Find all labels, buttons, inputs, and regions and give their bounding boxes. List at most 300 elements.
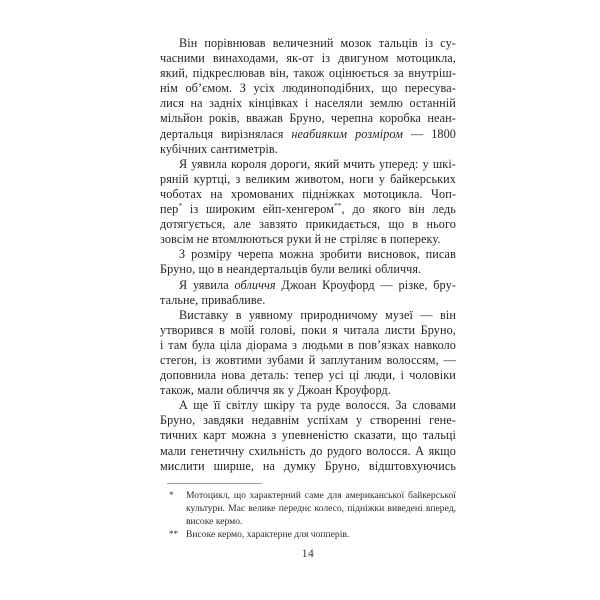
text-run: волоссям, [386, 352, 439, 367]
text-run: американської [345, 490, 405, 501]
text-run: він, [269, 66, 289, 81]
word [160, 127, 213, 142]
word [203, 413, 244, 428]
text-run: Виставку [179, 307, 229, 322]
word [160, 217, 225, 232]
word [310, 444, 323, 459]
text-run: Кроуфорд [322, 277, 375, 292]
text-line [186, 515, 456, 528]
word [387, 353, 439, 368]
footnote-marker: * [169, 490, 174, 500]
text-run: привабливе. [201, 292, 266, 307]
text-run: та [300, 398, 312, 413]
word [317, 398, 340, 413]
word [305, 489, 324, 502]
word [347, 502, 384, 515]
word [231, 157, 267, 172]
text-run: в [218, 322, 225, 337]
paragraph [160, 36, 456, 157]
word [160, 96, 184, 111]
word [238, 247, 274, 262]
text-run: Бруно, [324, 458, 361, 473]
word [429, 444, 456, 459]
text-run: із [424, 36, 434, 50]
word [300, 398, 311, 413]
word [364, 368, 395, 383]
word [385, 308, 413, 323]
text-run: як-от [286, 51, 314, 66]
text-run: тальці [422, 428, 456, 443]
word [271, 157, 311, 172]
footnote [160, 489, 456, 528]
text-run: мали [160, 443, 187, 458]
text-run: коробка [379, 111, 422, 126]
word [160, 51, 205, 66]
text-run: Має [228, 503, 246, 514]
text-run: утворився [160, 322, 214, 337]
text-run: але [233, 217, 251, 232]
text-run: із [321, 51, 331, 66]
text-line [160, 36, 456, 51]
paragraph [160, 247, 456, 277]
word [329, 368, 344, 383]
text-run: хромованих [230, 186, 294, 201]
text-run: двигуном [338, 51, 389, 66]
text-run: мозок [340, 36, 372, 50]
word [220, 338, 242, 353]
text-line [160, 428, 456, 443]
text-run: підніжках [302, 186, 355, 201]
text-run: стегон, [160, 352, 198, 367]
text-run: З [239, 81, 246, 96]
text-run: — [443, 352, 456, 367]
text-run: черепа [237, 247, 274, 262]
text-run: А [415, 443, 425, 458]
word [240, 81, 246, 96]
text-line [160, 323, 456, 338]
text-run: і [400, 368, 405, 383]
word [352, 202, 365, 217]
text-run: кубічних [160, 141, 208, 156]
word [235, 278, 276, 293]
text-run: лися [160, 96, 185, 111]
text-run: і [160, 337, 164, 352]
text-run: завзято [259, 217, 298, 232]
footnote-ref-asterisk: * [178, 200, 183, 210]
text-run: листи [384, 322, 416, 337]
text-run: із [202, 352, 211, 367]
text-run: виведені [387, 503, 423, 514]
text-line [186, 528, 456, 541]
text-run: су- [440, 36, 456, 50]
word [263, 202, 345, 217]
word [322, 51, 330, 66]
text-run: у [378, 171, 386, 186]
text-run: уперед: [379, 156, 419, 171]
word [409, 96, 455, 111]
word [248, 502, 275, 515]
word [402, 428, 418, 443]
text-line [160, 142, 456, 157]
text-run: останній [409, 96, 456, 111]
text-run: в [380, 232, 387, 247]
word [354, 428, 396, 443]
text-run: Я [179, 156, 188, 171]
word [160, 172, 189, 187]
page-number: 14 [301, 548, 315, 560]
word [219, 323, 225, 338]
word [314, 502, 344, 515]
text-run: руде [316, 398, 341, 413]
word [282, 81, 374, 96]
text-run: висновок, [367, 247, 420, 262]
word [349, 172, 374, 187]
word [279, 247, 313, 262]
text-run: підкреслював [192, 66, 266, 81]
text-line [160, 368, 456, 383]
text-run: читала [343, 322, 380, 337]
word [380, 278, 392, 293]
word [249, 308, 293, 323]
text-run: байкерських [390, 171, 456, 186]
word [232, 428, 266, 443]
text-line [160, 96, 456, 111]
word [355, 127, 403, 142]
text-run: відштовхуючись [368, 458, 456, 473]
word [193, 66, 265, 81]
word [160, 353, 197, 368]
text-run: пересува- [404, 81, 456, 96]
footnote-text [186, 489, 456, 528]
word [379, 111, 421, 126]
text-run: Бруно, [160, 262, 196, 277]
text-run: якщо [428, 443, 456, 458]
text-run: що [233, 490, 246, 501]
word [168, 338, 187, 353]
text-line [160, 459, 456, 474]
text-run: байкерської [407, 490, 456, 501]
word [369, 459, 456, 474]
text-line [160, 187, 456, 202]
text-run: уявила [191, 156, 227, 171]
text-run: мотоцикла. [363, 186, 423, 201]
text-run: не [324, 232, 337, 247]
text-run: були [310, 262, 336, 277]
text-run: її [213, 398, 221, 413]
text-run: ці [349, 368, 360, 383]
word [246, 111, 283, 126]
word [291, 127, 347, 142]
word [444, 353, 456, 368]
paragraph [160, 278, 456, 308]
text-run: черепна [330, 111, 374, 126]
word [160, 368, 216, 383]
text-run: А [179, 398, 188, 413]
word [433, 278, 456, 293]
text-line [160, 247, 456, 262]
word [282, 428, 349, 443]
word [259, 217, 297, 232]
text-line [160, 262, 456, 277]
word [409, 368, 456, 383]
word [270, 66, 289, 81]
italic-text: обличчя [234, 277, 276, 292]
footnote-separator [167, 483, 262, 484]
text-run: усіх [253, 81, 275, 96]
text-run: рудого [326, 443, 362, 458]
word [193, 278, 229, 293]
text-run: Джоан [297, 383, 333, 398]
word [307, 413, 348, 428]
word [179, 157, 187, 172]
word [349, 368, 359, 383]
text-run: музеї [385, 307, 413, 322]
word [368, 247, 420, 262]
text-run: населяли [314, 96, 363, 111]
footnotes [160, 489, 456, 541]
text-run: який, [160, 66, 189, 81]
text-run: з [271, 428, 277, 443]
word [202, 353, 210, 368]
text-run: уявному [248, 307, 294, 322]
word [192, 338, 215, 353]
word [429, 413, 456, 428]
word [300, 308, 377, 323]
word [179, 308, 228, 323]
word [221, 368, 245, 383]
word [236, 172, 241, 187]
word [327, 444, 362, 459]
word [401, 368, 405, 383]
text-run: кінцівках [248, 96, 299, 111]
text-run: За [395, 398, 408, 413]
word [332, 323, 338, 338]
word [203, 428, 226, 443]
text-run: поки [301, 322, 327, 337]
text-run: , [341, 202, 345, 217]
word [234, 489, 246, 502]
word [191, 247, 232, 262]
text-run: гене- [429, 413, 456, 428]
text-run: й [314, 232, 322, 247]
word [160, 459, 205, 474]
word [322, 278, 375, 293]
word [160, 338, 164, 353]
word [273, 36, 334, 51]
word [267, 353, 304, 368]
word [423, 157, 429, 172]
text-run: Кроуфорд. [335, 383, 391, 398]
text-run: людиноподібних, [282, 81, 375, 96]
text-run: усі [328, 368, 344, 383]
text-run: — [420, 307, 433, 322]
word [271, 428, 276, 443]
word [160, 428, 198, 443]
text-run: природничому [300, 307, 378, 322]
paragraph [160, 398, 456, 473]
word [179, 247, 185, 262]
text-run: — [380, 277, 393, 292]
text-run: тепер [294, 368, 324, 383]
text-run: в [235, 307, 242, 322]
text-run: навколо [414, 337, 456, 352]
text-run: ряній [160, 171, 189, 186]
word [234, 217, 251, 232]
text-run: дороги, [270, 156, 311, 171]
text-run: ще [193, 398, 209, 413]
italic-text: розміром [355, 126, 404, 141]
word [414, 338, 456, 353]
word [395, 398, 407, 413]
text-run: що [388, 217, 405, 232]
text-line [160, 293, 456, 308]
text-run: великі [338, 262, 372, 277]
text-run: що [401, 428, 418, 443]
word [186, 502, 225, 515]
text-run: сантиметрів. [210, 141, 278, 156]
word [329, 66, 389, 81]
text-run: з [235, 171, 241, 186]
word [193, 398, 208, 413]
word [221, 127, 283, 142]
footnote-text [186, 528, 456, 541]
text-run: словами [412, 398, 456, 413]
text-run: широким [205, 202, 255, 217]
word [302, 187, 355, 202]
text-run: з [292, 337, 298, 352]
word [249, 444, 306, 459]
text-run: короля [230, 156, 267, 171]
word [379, 36, 418, 51]
text-run: бру- [433, 277, 456, 292]
word [431, 187, 456, 202]
word [160, 202, 182, 217]
text-run: успіхам [306, 413, 349, 428]
word [279, 502, 311, 515]
word [341, 36, 372, 51]
text-run: дертальця [160, 126, 214, 141]
word [382, 81, 398, 96]
word [315, 96, 363, 111]
text-line [186, 489, 456, 502]
text-run: в [347, 337, 354, 352]
text-line [160, 217, 456, 232]
word [411, 127, 423, 142]
text-run: думку [283, 458, 316, 473]
text-run: тичних [160, 428, 198, 443]
text-line [186, 502, 456, 515]
text-line [160, 278, 456, 293]
text-run: задніх [209, 96, 243, 111]
text-run: до [309, 443, 323, 458]
text-run: в [217, 262, 224, 277]
word [302, 338, 343, 353]
text-run: мотоцикла, [396, 51, 456, 66]
text-run: підніжки [347, 503, 385, 514]
text-run: на [262, 458, 275, 473]
text-run: люди, [364, 368, 396, 383]
text-run: зробити [319, 247, 362, 262]
text-run: нього [426, 217, 456, 232]
word [309, 353, 316, 368]
text-run: що [381, 81, 398, 96]
text-run: Він [179, 36, 198, 50]
word [209, 111, 240, 126]
word [245, 172, 290, 187]
text-line [160, 51, 456, 66]
word [393, 66, 403, 81]
text-run: Високе [186, 529, 216, 540]
word [409, 202, 425, 217]
text-run: шкі- [432, 156, 456, 171]
text-run: голові, [259, 322, 296, 337]
word [421, 323, 456, 338]
text-run: величезний [272, 36, 334, 50]
italic-text: неабияким [291, 126, 348, 141]
text-run: писав [425, 247, 456, 262]
word [405, 81, 456, 96]
word [246, 338, 287, 353]
text-run: ціла [219, 337, 242, 352]
text-run: генетичну [190, 443, 245, 458]
text-run: обличчя [226, 383, 270, 398]
text-run: він [408, 202, 425, 217]
text-run: неандертальців [226, 262, 308, 277]
text-run: карт [203, 428, 227, 443]
footnote [160, 528, 456, 541]
text-run: шкіру [263, 398, 296, 413]
word [214, 398, 221, 413]
word [160, 81, 178, 96]
word [294, 368, 323, 383]
word [230, 323, 254, 338]
text-run: заплутаним [320, 352, 382, 367]
text-run: там [168, 337, 188, 352]
text-run: винаходами, [212, 51, 279, 66]
word [387, 502, 422, 515]
paragraph [160, 157, 456, 248]
word [160, 323, 213, 338]
word [215, 353, 261, 368]
word [213, 51, 279, 66]
word [346, 398, 390, 413]
text-run: чоловіки [409, 368, 456, 383]
word [179, 278, 187, 293]
text-line [160, 127, 456, 142]
text-line [160, 232, 456, 247]
word [206, 202, 255, 217]
text-run: деталь: [250, 368, 289, 383]
text-run: порівнював [204, 36, 266, 50]
word [254, 81, 275, 96]
text-run: Бруно, [420, 322, 456, 337]
word [389, 217, 405, 232]
text-run: жовтими [215, 352, 262, 367]
word [331, 111, 373, 126]
word [408, 66, 456, 81]
word [191, 444, 245, 459]
text-run: у [422, 156, 429, 171]
word [348, 338, 354, 353]
text-run: вперед, [425, 503, 456, 514]
text-run: у [355, 413, 363, 428]
word [160, 187, 202, 202]
word [356, 413, 362, 428]
word [263, 459, 275, 474]
text-run: також [293, 66, 325, 81]
word [426, 247, 456, 262]
text-run: уявила [192, 277, 229, 292]
